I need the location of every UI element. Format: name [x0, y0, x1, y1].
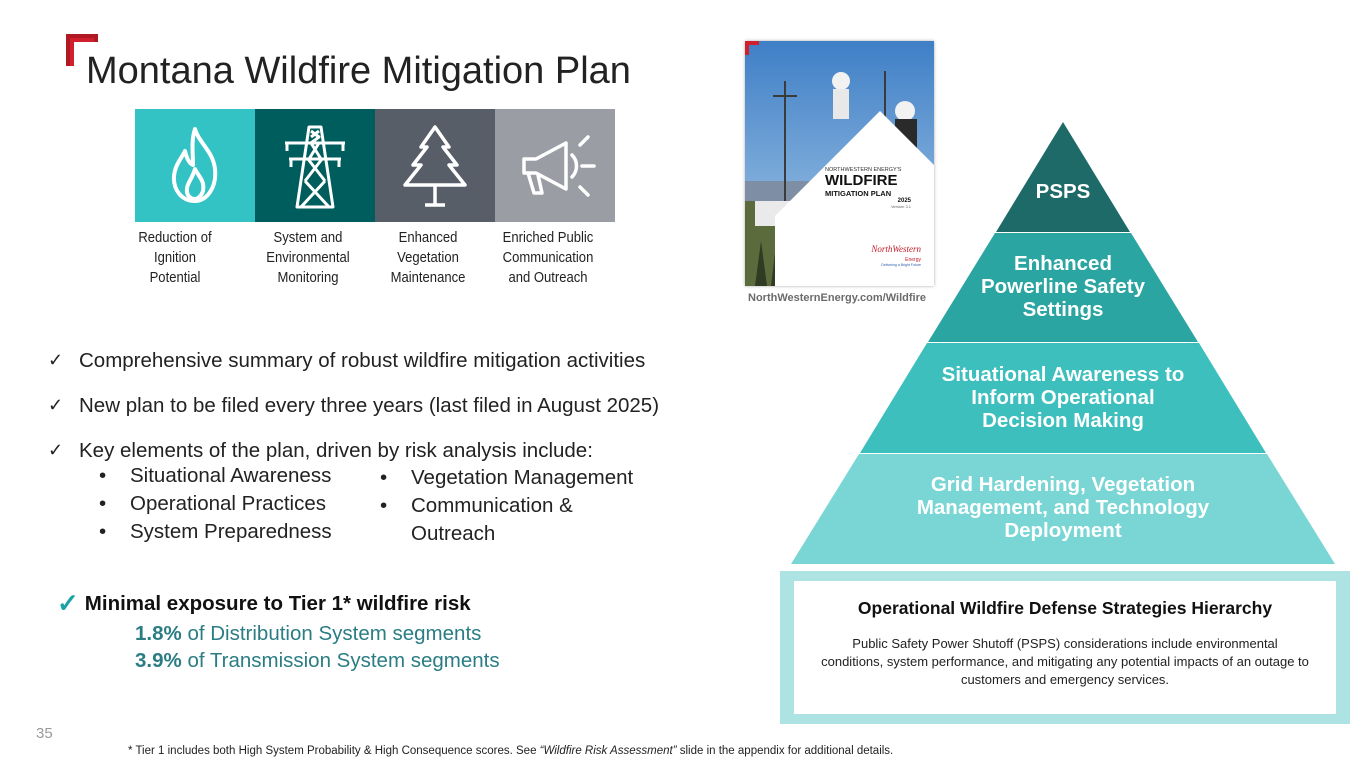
- strategies-title: Operational Wildfire Defense Strategies Hierarchy: [857, 598, 1273, 618]
- list-item: [378, 522, 633, 550]
- cover-title-line1: WILDFIRE: [825, 172, 898, 189]
- tile-label-vegetation: Enhanced Vegetation Maintenance: [390, 230, 466, 286]
- key-element-text: Operational Practices: [130, 492, 326, 515]
- checkmark-icon: ✓: [48, 350, 64, 370]
- checkmark-icon: ✓: [48, 395, 64, 415]
- footnote-suffix: slide in the appendix for additional details.: [676, 745, 894, 757]
- list-item: [48, 383, 659, 428]
- focus-area-tiles: [135, 109, 615, 222]
- strategy-pyramid: [790, 122, 1336, 564]
- bullet-text: Key elements of the plan, driven by risk analysis include:: [79, 438, 593, 462]
- cover-brand: NorthWestern: [871, 244, 921, 254]
- transmission-text: of Transmission System segments: [187, 649, 500, 672]
- flame-icon: [155, 121, 235, 211]
- pyramid-label-powerline: Enhanced Powerline Safety Settings: [980, 252, 1146, 321]
- plan-bullets: [48, 338, 659, 473]
- tier-heading-text: Minimal exposure to Tier 1* wildfire risk: [84, 591, 471, 615]
- tree-icon: [395, 121, 475, 211]
- cover-company-line: NORTHWESTERN ENERGY'S: [825, 167, 902, 173]
- distribution-percent: 1.8%: [135, 622, 182, 645]
- tier-heading: [57, 588, 471, 619]
- list-item: • Situational Awareness: [97, 464, 332, 492]
- pyramid-level-psps: [996, 122, 1130, 232]
- report-url[interactable]: NorthWesternEnergy.com/Wildfire: [748, 292, 926, 304]
- cover-version: Version 3.1: [890, 204, 911, 209]
- tile-label-outreach: Enriched Public Communication and Outreach: [502, 230, 594, 286]
- checkmark-icon: ✓: [48, 440, 64, 460]
- list-item: • Communication &: [378, 494, 633, 522]
- strategies-description: Public Safety Power Shutoff (PSPS) considerations include environmental conditions, system performance, and mitigating any potential impacts of an outage to customers and emergency services.: [821, 636, 1309, 687]
- tile-monitoring: [255, 109, 375, 222]
- key-elements-right: [378, 466, 633, 550]
- key-element-text: Situational Awareness: [130, 464, 332, 487]
- footnote-reference: “Wildfire Risk Assessment”: [539, 745, 677, 757]
- transmission-tower-icon: [275, 121, 355, 211]
- tile-outreach: [495, 109, 615, 222]
- tile-ignition: [135, 109, 255, 222]
- pyramid-label-situational: Situational Awareness to Inform Operational Decision Making: [941, 363, 1185, 432]
- pyramid-label-psps: PSPS: [1035, 180, 1091, 203]
- cover-brand-sub: Energy: [905, 257, 921, 263]
- cover-title-line2: MITIGATION PLAN: [825, 189, 892, 198]
- cover-year: 2025: [897, 198, 911, 204]
- checkmark-icon: ✓: [57, 588, 79, 618]
- key-element-text: Communication &: [411, 494, 573, 517]
- cover-tagline: Delivering a Bright Future: [881, 263, 921, 267]
- pyramid-label-grid: Grid Hardening, Vegetation Management, and Technology Deployment: [916, 473, 1210, 542]
- page-number: 35: [36, 725, 53, 742]
- tile-label-monitoring: System and Environmental Monitoring: [266, 230, 350, 286]
- list-item: [48, 338, 659, 383]
- footnote: [128, 745, 893, 757]
- list-item: • System Preparedness: [97, 520, 332, 548]
- key-element-text: System Preparedness: [130, 520, 332, 543]
- key-elements-left: [97, 464, 332, 548]
- bullet-text: Comprehensive summary of robust wildfire mitigation activities: [79, 348, 646, 372]
- transmission-stat: [135, 649, 500, 673]
- megaphone-icon: [510, 121, 600, 211]
- bullet-text: New plan to be filed every three years (last filed in August 2025): [79, 393, 660, 417]
- focus-area-labels: [128, 228, 622, 288]
- key-element-text: Outreach: [411, 522, 496, 545]
- tile-label-ignition: Reduction of Ignition Potential: [138, 230, 212, 286]
- list-item: • Vegetation Management: [378, 466, 633, 494]
- key-element-text: Vegetation Management: [411, 466, 634, 489]
- distribution-text: of Distribution System segments: [187, 622, 482, 645]
- list-item: • Operational Practices: [97, 492, 332, 520]
- distribution-stat: [135, 622, 481, 646]
- footnote-prefix: * Tier 1 includes both High System Probability & High Consequence scores. See: [128, 745, 540, 757]
- strategies-box: [780, 571, 1350, 724]
- page-title: Montana Wildfire Mitigation Plan: [86, 50, 631, 92]
- transmission-percent: 3.9%: [135, 649, 182, 672]
- tile-vegetation: [375, 109, 495, 222]
